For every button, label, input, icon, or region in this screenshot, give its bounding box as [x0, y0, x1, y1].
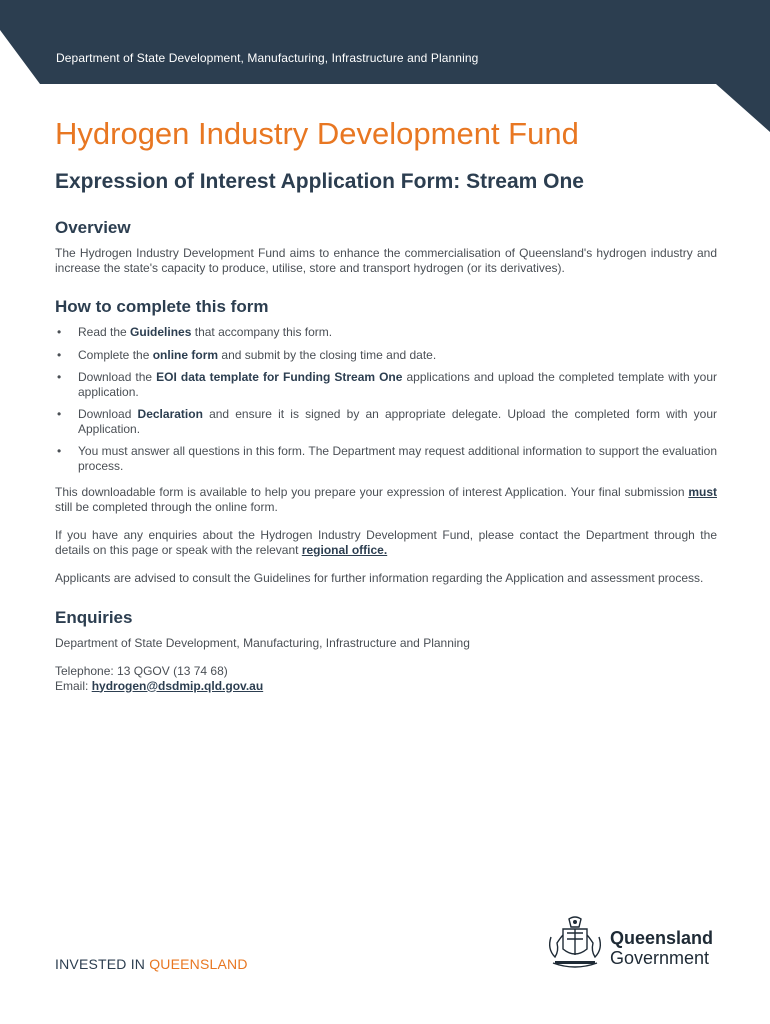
invested-in-queensland-logo: [55, 956, 248, 972]
bullet-text: Read the: [78, 325, 131, 339]
enquiry-note: [55, 528, 717, 557]
email-label: Email:: [55, 678, 92, 693]
bullet-icon: •: [57, 370, 62, 384]
guidelines-note: Applicants are advised to consult the Guidelines for further information regarding the Application and assessment process.: [55, 571, 704, 585]
list-item: [55, 370, 717, 399]
qld-logo-line2: Government: [610, 948, 710, 968]
qld-logo-line1: Queensland: [610, 928, 714, 948]
page-subtitle: Expression of Interest Application Form: Stream One: [55, 170, 584, 193]
online-form-link[interactable]: online form: [152, 347, 219, 362]
overview-body: The Hydrogen Industry Development Fund aims to enhance the commercialisation of Queensland's hydrogen industry and increase the state's capacity to produce, utilise, store and transport hydrogen (or its derivatives).: [55, 246, 717, 275]
bullet-icon: •: [57, 325, 62, 339]
enquiries-department: Department of State Development, Manufacturing, Infrastructure and Planning: [55, 635, 470, 650]
bullet-icon: •: [57, 444, 62, 458]
invested-text: INVESTED IN: [55, 956, 150, 972]
bullet-text: Complete the: [78, 347, 153, 362]
email-link[interactable]: hydrogen@dsdmip.qld.gov.au: [91, 678, 264, 693]
bullet-icon: •: [57, 407, 62, 421]
bullet-text: that accompany this form.: [191, 325, 333, 339]
list-item: [55, 407, 717, 436]
main-content: [55, 218, 717, 693]
list-item: [55, 325, 717, 340]
list-item: [55, 348, 717, 363]
page-title: Hydrogen Industry Development Fund: [55, 116, 579, 151]
queensland-text: QUEENSLAND: [149, 956, 248, 972]
header-department: Department of State Development, Manufacturing, Infrastructure and Planning: [56, 51, 479, 65]
how-to-list: [55, 325, 717, 473]
declaration-link[interactable]: Declaration: [137, 407, 203, 421]
must-link[interactable]: must: [688, 485, 717, 499]
regional-office-link[interactable]: regional office.: [301, 542, 388, 557]
bullet-text: and submit by the closing time and date.: [218, 347, 437, 362]
guidelines-link[interactable]: Guidelines: [130, 325, 192, 339]
bullet-text: Download: [78, 407, 138, 421]
queensland-coat-of-arms-icon: [545, 915, 605, 973]
bullet-icon: •: [57, 347, 62, 362]
overview-heading: Overview: [55, 218, 131, 237]
note-text: still be completed through the online form.: [55, 499, 278, 514]
how-to-heading: How to complete this form: [55, 297, 269, 316]
bullet-text: You must answer all questions in this form. The Department may request additional information to support the evaluation process.: [78, 444, 717, 473]
note-text: If you have any enquiries about the Hydrogen Industry Development Fund, please contact the Department through the details on this page or speak with the relevant: [55, 528, 717, 557]
enquiries-telephone: Telephone: 13 QGOV (13 74 68): [55, 664, 228, 678]
downloadable-note: [55, 485, 717, 514]
enquiries-heading: Enquiries: [55, 607, 133, 627]
list-item: [55, 444, 717, 473]
note-text: This downloadable form is available to help you prepare your expression of interest Application. Your final submission: [55, 485, 689, 499]
header-band: [0, 0, 770, 132]
bullet-text: Download the: [78, 370, 157, 384]
enquiries-email-line: [55, 679, 717, 694]
bullet-text: and ensure it is signed by an appropriate delegate. Upload the completed form with your Application.: [78, 407, 718, 436]
eoi-template-link[interactable]: EOI data template for Funding Stream One: [156, 370, 403, 384]
bullet-text: applications and upload the completed template with your application.: [78, 370, 717, 399]
